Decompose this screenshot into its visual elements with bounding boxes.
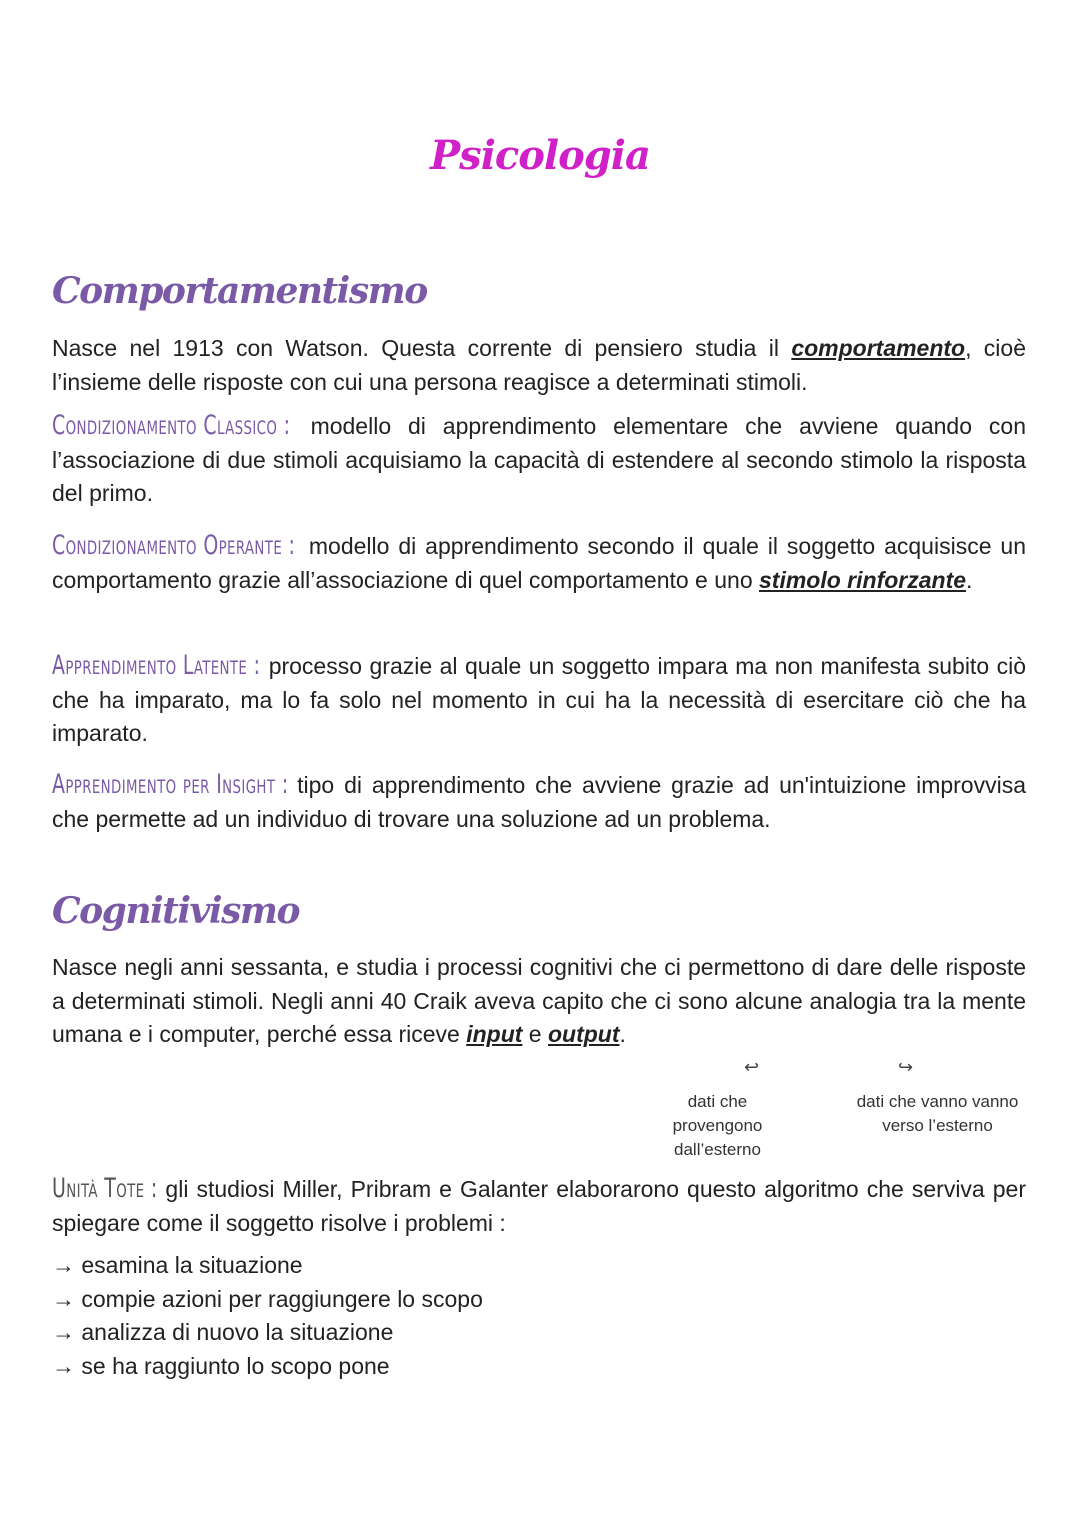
- list-item: → esamina la situazione: [52, 1252, 303, 1278]
- keyword-stimolo-rinforzante: stimolo rinforzante: [759, 566, 967, 593]
- section-heading-comportamentismo: Comportamentismo: [52, 270, 427, 312]
- keyword-output: output: [548, 1021, 620, 1047]
- term-definition: tipo di apprendimento che avviene grazie ad un'intuizione improvvisa che permette ad un individuo di trovare una soluzione ad un problema.: [52, 772, 1026, 832]
- note-input: dati che provengono dall’esterno: [672, 1092, 763, 1159]
- comportamentismo-intro: [52, 332, 1026, 399]
- term-label: Apprendimento per Insight :: [52, 769, 289, 800]
- intro-text: Nasce nel 1913 con Watson. Questa corrente di pensiero studia il: [52, 335, 792, 361]
- term-condizionamento-operante: [52, 529, 1026, 597]
- term-definition: processo grazie al quale un soggetto impara ma non manifesta subito ciò che ha imparato, ma lo fa solo nel momento in cui ha la necessità di esercitare ciò che ha imparato.: [52, 653, 1026, 746]
- term-unita-tote: [52, 1172, 1026, 1240]
- note-output: dati che vanno vanno verso l’esterno: [856, 1092, 1019, 1135]
- term-label: Condizionamento Operante :: [52, 530, 296, 561]
- term-definition: gli studiosi Miller, Pribram e Galanter elaborarono questo algoritmo che serviva per spiegare come il soggetto risolve i problemi :: [52, 1176, 1026, 1236]
- list-item: → compie azioni per raggiungere lo scopo: [52, 1285, 483, 1312]
- forward-arrow-icon: ↪: [898, 1057, 914, 1077]
- term-definition: modello di apprendimento secondo il quale il soggetto acquisisce un comportamento grazie all’associazione di quel comportamento e uno: [52, 533, 1026, 593]
- section-heading-cognitivismo: Cognitivismo: [52, 890, 299, 932]
- list-item: → analizza di nuovo la situazione: [52, 1319, 394, 1345]
- list-item: → se ha raggiunto lo scopo pone: [52, 1352, 390, 1379]
- intro-text-end: , cioè l’insieme delle risposte con cui una persona reagisce a determinati stimoli.: [52, 335, 1027, 395]
- keyword-comportamento: comportamento: [791, 335, 966, 361]
- term-label: Apprendimento Latente :: [52, 650, 261, 681]
- conjunction: e: [522, 1021, 548, 1047]
- term-label: Unità Tote :: [52, 1173, 158, 1204]
- keyword-input: input: [466, 1021, 523, 1047]
- term-apprendimento-latente: [52, 649, 1026, 751]
- term-label: Condizionamento Classico :: [52, 410, 291, 441]
- return-arrow-icon: ↩: [744, 1057, 760, 1077]
- cognitivismo-intro: [52, 951, 1026, 1052]
- term-definition: modello di apprendimento elementare che avviene quando con l’associazione di due stimoli acquisiamo la capacità di estendere al secondo stimolo la risposta del primo.: [52, 413, 1026, 506]
- tote-steps-list: [52, 1249, 483, 1383]
- page-title: Psicologia: [430, 132, 650, 179]
- intro-text: Nasce negli anni sessanta, e studia i processi cognitivi che ci permettono di dare delle risposte a determinati stimoli. Negli anni 40 Craik aveva capito che ci sono alcune analogia tra la mente umana e i computer, perché essa riceve: [52, 954, 1026, 1047]
- term-condizionamento-classico: [52, 409, 1026, 511]
- period: .: [619, 1021, 626, 1047]
- term-apprendimento-insight: [52, 768, 1026, 836]
- term-definition-end: .: [966, 566, 973, 593]
